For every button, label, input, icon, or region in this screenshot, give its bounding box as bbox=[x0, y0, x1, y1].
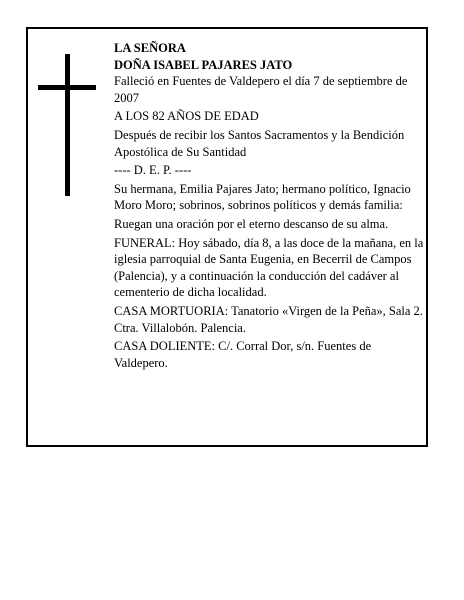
obituary-text bbox=[114, 40, 424, 373]
funeral-details: FUNERAL: Hoy sábado, día 8, a las doce de la mañana, en la iglesia parroquial de Santa Eugenia, en Becerril de Campos (Palencia), y a continuación la conducción del cadáver al cementerio de dicha localidad. bbox=[114, 235, 424, 300]
title-line-1: LA SEÑORA bbox=[114, 41, 186, 55]
death-statement: Falleció en Fuentes de Valdepero el día 7 de septiembre de 2007 bbox=[114, 74, 408, 105]
sacraments-statement: Después de recibir los Santos Sacramentos y la Bendición Apostólica de Su Santidad bbox=[114, 127, 405, 159]
family-statement: Su hermana, Emilia Pajares Jato; hermano político, Ignacio Moro Moro; sobrinos, sobrinos políticos y demás familia: bbox=[114, 181, 411, 213]
mortuary-details: CASA MORTUORIA: Tanatorio «Virgen de la Peña», Sala 2. Ctra. Villalobón. Palencia. bbox=[114, 303, 423, 335]
prayer-request: Ruegan una oración por el eterno descanso de su alma. bbox=[114, 216, 389, 231]
deceased-name: DOÑA ISABEL PAJARES JATO bbox=[114, 57, 293, 72]
cross-vertical-bar bbox=[65, 54, 70, 196]
rip-line: ---- D. E. P. ---- bbox=[114, 163, 192, 178]
mourning-house-details: CASA DOLIENTE: C/. Corral Dor, s/n. Fuentes de Valdepero. bbox=[114, 339, 372, 370]
cross-horizontal-bar bbox=[38, 85, 96, 90]
age-statement: A LOS 82 AÑOS DE EDAD bbox=[114, 109, 259, 124]
cross-icon bbox=[38, 54, 96, 196]
